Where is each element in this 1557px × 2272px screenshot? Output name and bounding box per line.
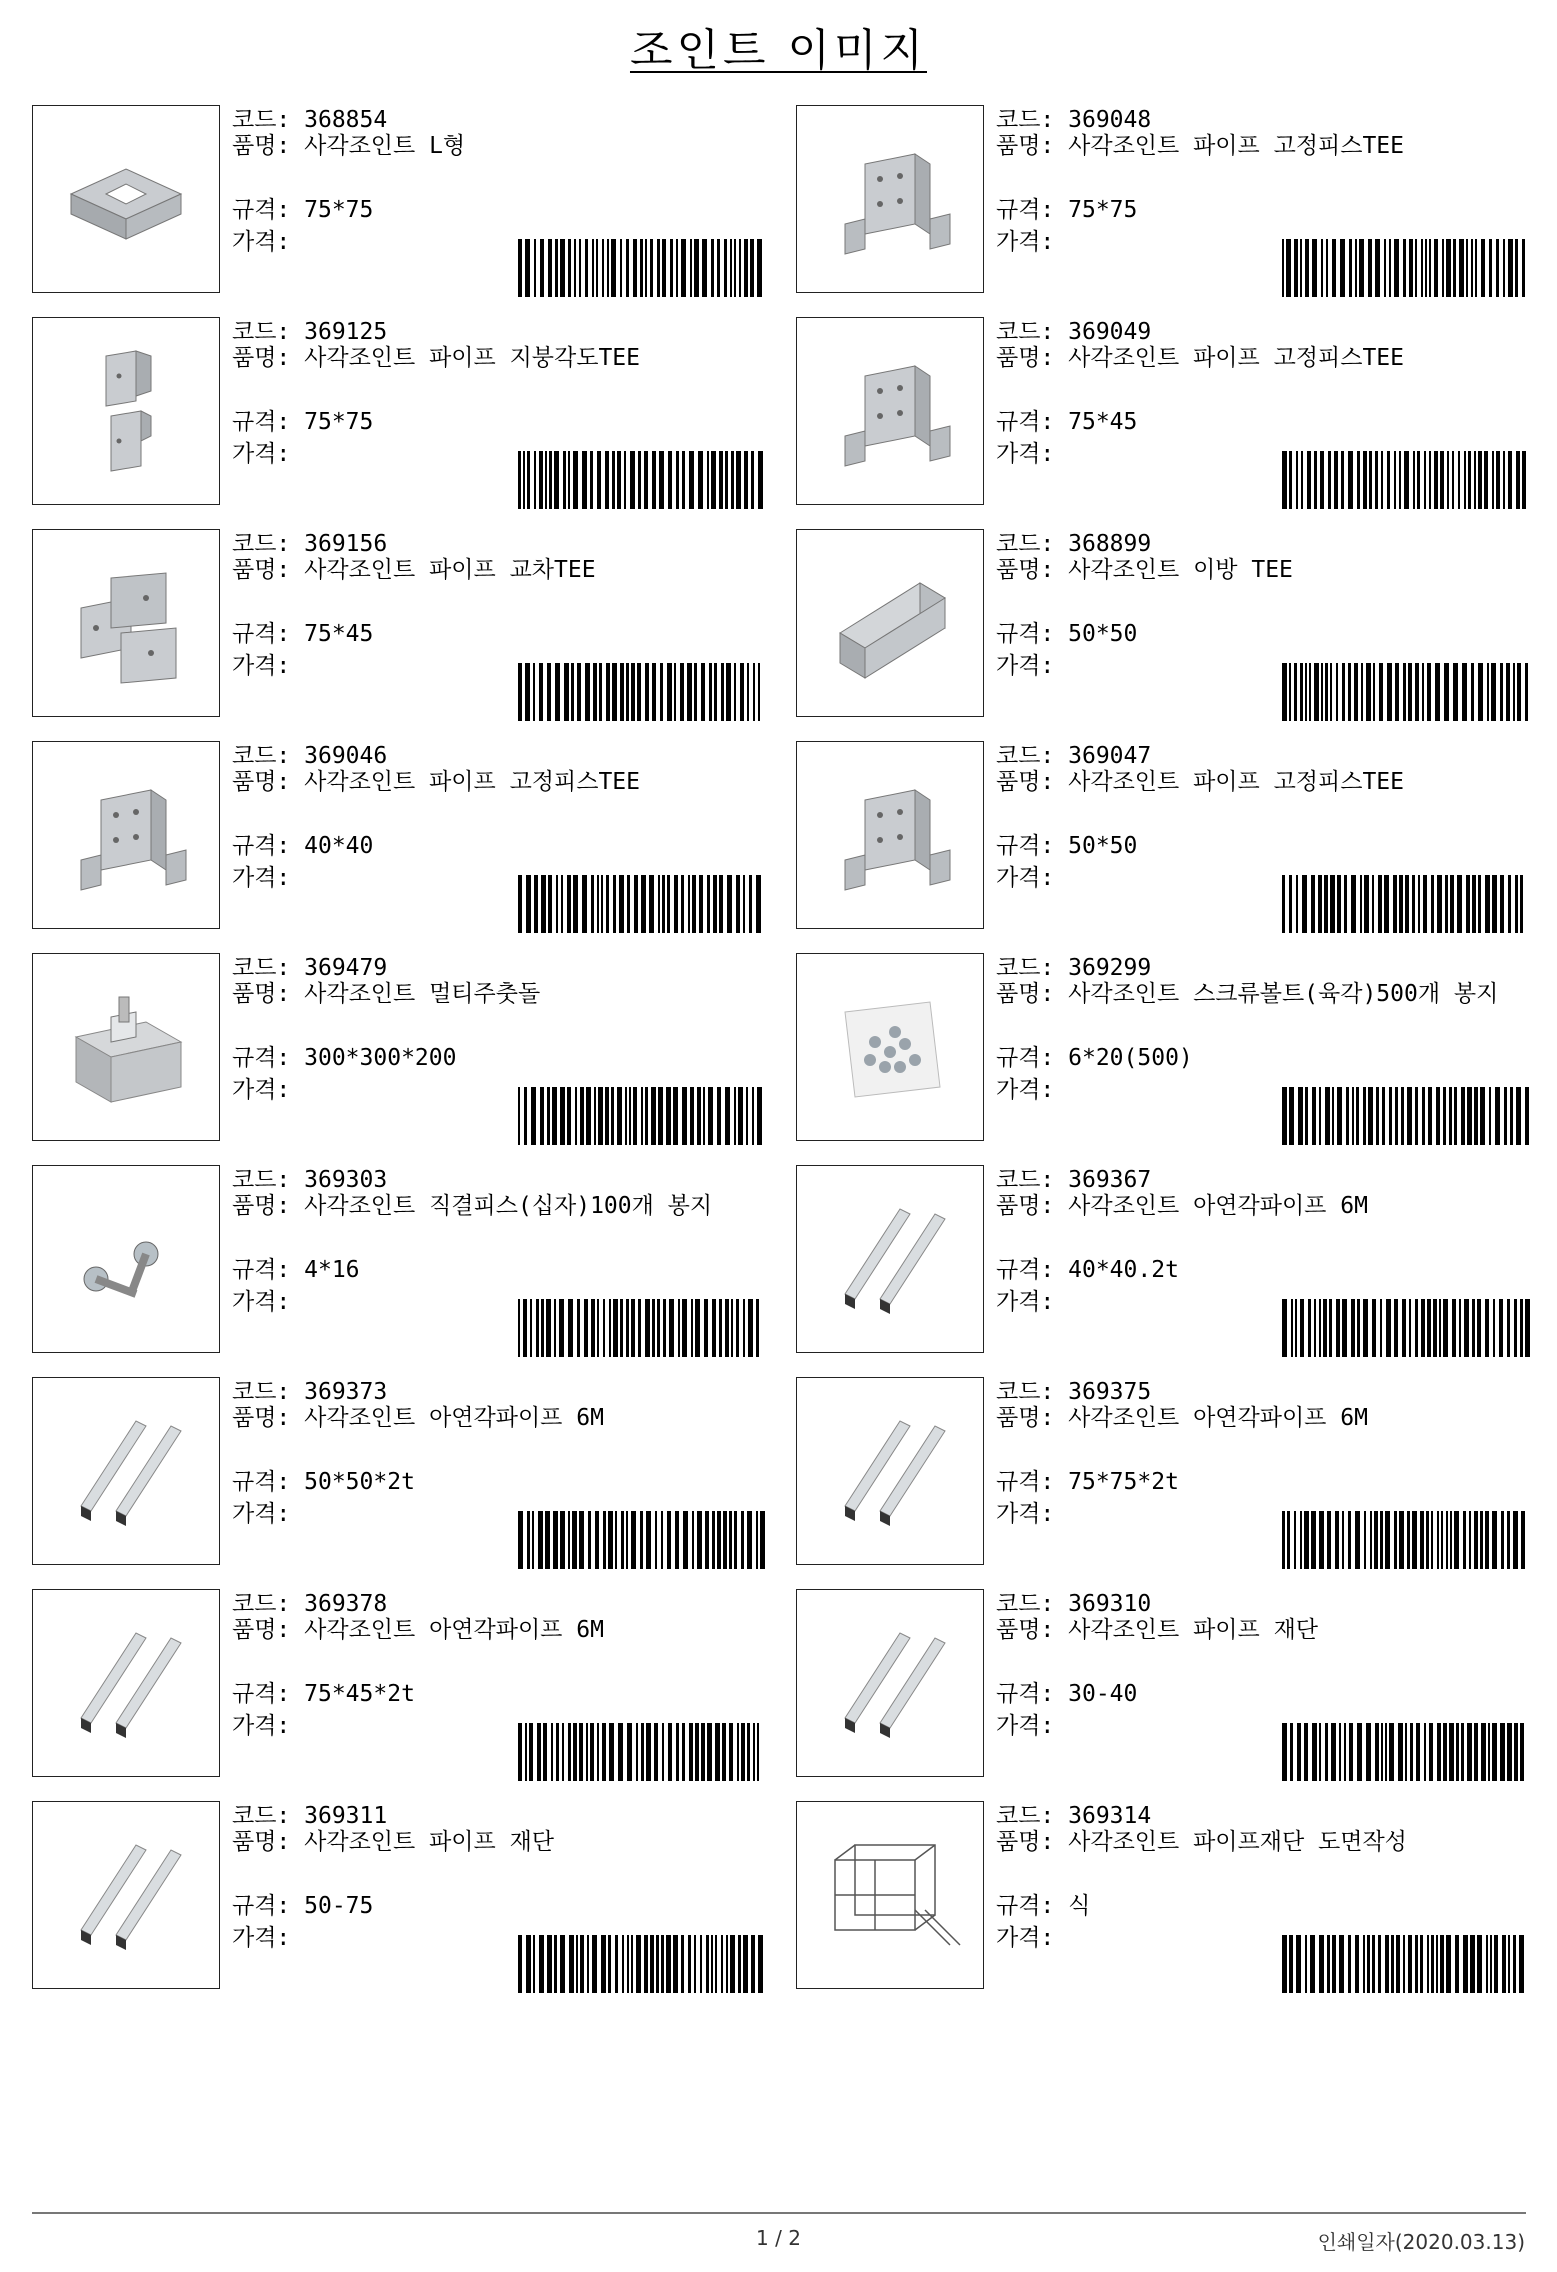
product-card: [796, 317, 1536, 507]
product-price: 가격:: [996, 1289, 1055, 1315]
product-info: [232, 1801, 772, 1991]
product-spec: 규격: 식: [996, 1893, 1091, 1919]
square-pipe-icon: [51, 1608, 201, 1758]
product-info: [996, 741, 1536, 931]
product-code: 코드: 369479: [232, 955, 388, 981]
product-code: 코드: 369299: [996, 955, 1152, 981]
product-code: 코드: 369156: [232, 531, 388, 557]
product-name: 품명: 사각조인트 스크류볼트(육각)500개 봉지: [996, 981, 1499, 1007]
print-date: 인쇄일자(2020.03.13): [1317, 2230, 1525, 2254]
barcode: [516, 239, 766, 297]
barcode: [1280, 663, 1530, 721]
product-spec: 규격: 75*45: [232, 621, 374, 647]
product-price: 가격:: [232, 653, 291, 679]
product-card: [32, 953, 772, 1143]
barcode: [1280, 451, 1530, 509]
product-name: 품명: 사각조인트 파이프 재단: [996, 1617, 1319, 1643]
product-spec: 규격: 75*75: [996, 197, 1138, 223]
product-name: 품명: 사각조인트 아연각파이프 6M: [996, 1193, 1368, 1219]
product-card: [796, 741, 1536, 931]
product-name: 품명: 사각조인트 아연각파이프 6M: [232, 1617, 604, 1643]
product-price: 가격:: [232, 1289, 291, 1315]
product-spec: 규격: 40*40: [232, 833, 374, 859]
product-price: 가격:: [996, 1077, 1055, 1103]
product-image: [796, 1165, 984, 1353]
product-spec: 규격: 75*75*2t: [996, 1469, 1179, 1495]
screw-bag-icon: [815, 972, 965, 1122]
product-image: [32, 529, 220, 717]
barcode: [516, 663, 766, 721]
product-info: [996, 317, 1536, 507]
product-image: [796, 317, 984, 505]
product-card: [32, 1377, 772, 1567]
product-price: 가격:: [996, 441, 1055, 467]
l-joint-icon: [51, 124, 201, 274]
product-card: [32, 1801, 772, 1991]
product-code: 코드: 368899: [996, 531, 1152, 557]
product-spec: 규격: 75*75: [232, 197, 374, 223]
barcode: [516, 1511, 766, 1569]
product-name: 품명: 사각조인트 파이프 고정피스TEE: [996, 769, 1404, 795]
product-code: 코드: 369049: [996, 319, 1152, 345]
product-image: [796, 529, 984, 717]
footer-divider: [32, 2212, 1526, 2214]
product-card: [796, 953, 1536, 1143]
barcode: [516, 451, 766, 509]
product-spec: 규격: 300*300*200: [232, 1045, 457, 1071]
product-info: [996, 529, 1536, 719]
product-code: 코드: 369048: [996, 107, 1152, 133]
product-name: 품명: 사각조인트 파이프 지붕각도TEE: [232, 345, 640, 371]
product-card: [796, 529, 1536, 719]
product-info: [232, 1589, 772, 1779]
barcode: [516, 1299, 766, 1357]
product-name: 품명: 사각조인트 파이프 고정피스TEE: [996, 345, 1404, 371]
product-code: 코드: 369373: [232, 1379, 388, 1405]
product-info: [232, 1377, 772, 1567]
product-code: 코드: 368854: [232, 107, 388, 133]
product-card: [32, 317, 772, 507]
foundation-block-icon: [51, 972, 201, 1122]
product-name: 품명: 사각조인트 파이프 고정피스TEE: [996, 133, 1404, 159]
product-name: 품명: 사각조인트 파이프 고정피스TEE: [232, 769, 640, 795]
square-pipe-icon: [51, 1820, 201, 1970]
product-price: 가격:: [996, 1713, 1055, 1739]
product-name: 품명: 사각조인트 아연각파이프 6M: [996, 1405, 1368, 1431]
product-image: [796, 1589, 984, 1777]
product-code: 코드: 369310: [996, 1591, 1152, 1617]
product-spec: 규격: 75*45: [996, 409, 1138, 435]
product-card: [32, 741, 772, 931]
product-spec: 규격: 50*50: [996, 621, 1138, 647]
u-bracket-icon: [815, 760, 965, 910]
product-image: [32, 1377, 220, 1565]
product-image: [32, 741, 220, 929]
product-spec: 규격: 40*40.2t: [996, 1257, 1179, 1283]
product-spec: 규격: 75*45*2t: [232, 1681, 415, 1707]
product-spec: 규격: 50*50*2t: [232, 1469, 415, 1495]
u-bracket-icon: [815, 124, 965, 274]
product-code: 코드: 369378: [232, 1591, 388, 1617]
product-card: [796, 1165, 1536, 1355]
screws-icon: [51, 1184, 201, 1334]
product-image: [796, 953, 984, 1141]
product-price: 가격:: [232, 1501, 291, 1527]
product-name: 품명: 사각조인트 멀티주춧돌: [232, 981, 541, 1007]
square-pipe-icon: [815, 1184, 965, 1334]
barcode: [1280, 1087, 1530, 1145]
product-name: 품명: 사각조인트 직결피스(십자)100개 봉지: [232, 1193, 713, 1219]
product-info: [996, 105, 1536, 295]
product-info: [232, 105, 772, 295]
product-card: [796, 105, 1536, 295]
product-spec: 규격: 30-40: [996, 1681, 1138, 1707]
product-card: [796, 1801, 1536, 1991]
barcode: [516, 1935, 766, 1993]
u-bracket-icon: [51, 760, 201, 910]
product-price: 가격:: [996, 1925, 1055, 1951]
product-price: 가격:: [232, 1713, 291, 1739]
product-image: [32, 1589, 220, 1777]
product-info: [232, 529, 772, 719]
product-name: 품명: 사각조인트 파이프 재단: [232, 1829, 555, 1855]
barcode: [516, 1723, 766, 1781]
product-code: 코드: 369125: [232, 319, 388, 345]
product-price: 가격:: [232, 229, 291, 255]
angle-bracket-icon: [51, 336, 201, 486]
product-code: 코드: 369303: [232, 1167, 388, 1193]
product-price: 가격:: [996, 653, 1055, 679]
product-price: 가격:: [996, 865, 1055, 891]
page-number: 1 / 2: [756, 2226, 801, 2250]
product-price: 가격:: [996, 229, 1055, 255]
barcode: [1280, 875, 1530, 933]
product-code: 코드: 369367: [996, 1167, 1152, 1193]
product-price: 가격:: [232, 1077, 291, 1103]
square-pipe-icon: [815, 1396, 965, 1546]
u-bracket-icon: [815, 336, 965, 486]
product-image: [796, 741, 984, 929]
product-card: [32, 1589, 772, 1779]
product-card: [796, 1589, 1536, 1779]
barcode: [516, 875, 766, 933]
product-price: 가격:: [232, 865, 291, 891]
product-price: 가격:: [996, 1501, 1055, 1527]
product-info: [232, 953, 772, 1143]
product-code: 코드: 369314: [996, 1803, 1152, 1829]
product-image: [796, 1801, 984, 1989]
product-code: 코드: 369375: [996, 1379, 1152, 1405]
product-card: [32, 1165, 772, 1355]
product-code: 코드: 369311: [232, 1803, 388, 1829]
product-name: 품명: 사각조인트 파이프 교차TEE: [232, 557, 596, 583]
product-card: [32, 529, 772, 719]
product-code: 코드: 369047: [996, 743, 1152, 769]
product-code: 코드: 369046: [232, 743, 388, 769]
frame-structure-icon: [815, 1820, 965, 1970]
product-image: [32, 953, 220, 1141]
product-image: [32, 317, 220, 505]
square-pipe-icon: [51, 1396, 201, 1546]
barcode: [1280, 1299, 1530, 1357]
barcode: [1280, 1511, 1530, 1569]
product-info: [232, 317, 772, 507]
product-name: 품명: 사각조인트 아연각파이프 6M: [232, 1405, 604, 1431]
product-info: [996, 953, 1536, 1143]
product-image: [796, 1377, 984, 1565]
product-spec: 규격: 50*50: [996, 833, 1138, 859]
product-image: [32, 1165, 220, 1353]
product-name: 품명: 사각조인트 이방 TEE: [996, 557, 1293, 583]
product-image: [796, 105, 984, 293]
product-info: [996, 1589, 1536, 1779]
product-image: [32, 1801, 220, 1989]
product-info: [232, 741, 772, 931]
product-name: 품명: 사각조인트 파이프재단 도면작성: [996, 1829, 1407, 1855]
product-spec: 규격: 75*75: [232, 409, 374, 435]
square-pipe-icon: [815, 1608, 965, 1758]
product-info: [996, 1377, 1536, 1567]
product-image: [32, 105, 220, 293]
product-spec: 규격: 50-75: [232, 1893, 374, 1919]
barcode: [1280, 1935, 1530, 1993]
barcode: [516, 1087, 766, 1145]
page-title: 조인트 이미지: [629, 25, 927, 76]
product-info: [996, 1165, 1536, 1355]
product-card: [796, 1377, 1536, 1567]
channel-icon: [815, 548, 965, 698]
barcode: [1280, 239, 1530, 297]
barcode: [1280, 1723, 1530, 1781]
product-name: 품명: 사각조인트 L형: [232, 133, 466, 159]
product-spec: 규격: 6*20(500): [996, 1045, 1193, 1071]
product-spec: 규격: 4*16: [232, 1257, 360, 1283]
product-info: [996, 1801, 1536, 1991]
product-price: 가격:: [232, 441, 291, 467]
product-card: [32, 105, 772, 295]
product-price: 가격:: [232, 1925, 291, 1951]
cross-bracket-icon: [51, 548, 201, 698]
product-info: [232, 1165, 772, 1355]
